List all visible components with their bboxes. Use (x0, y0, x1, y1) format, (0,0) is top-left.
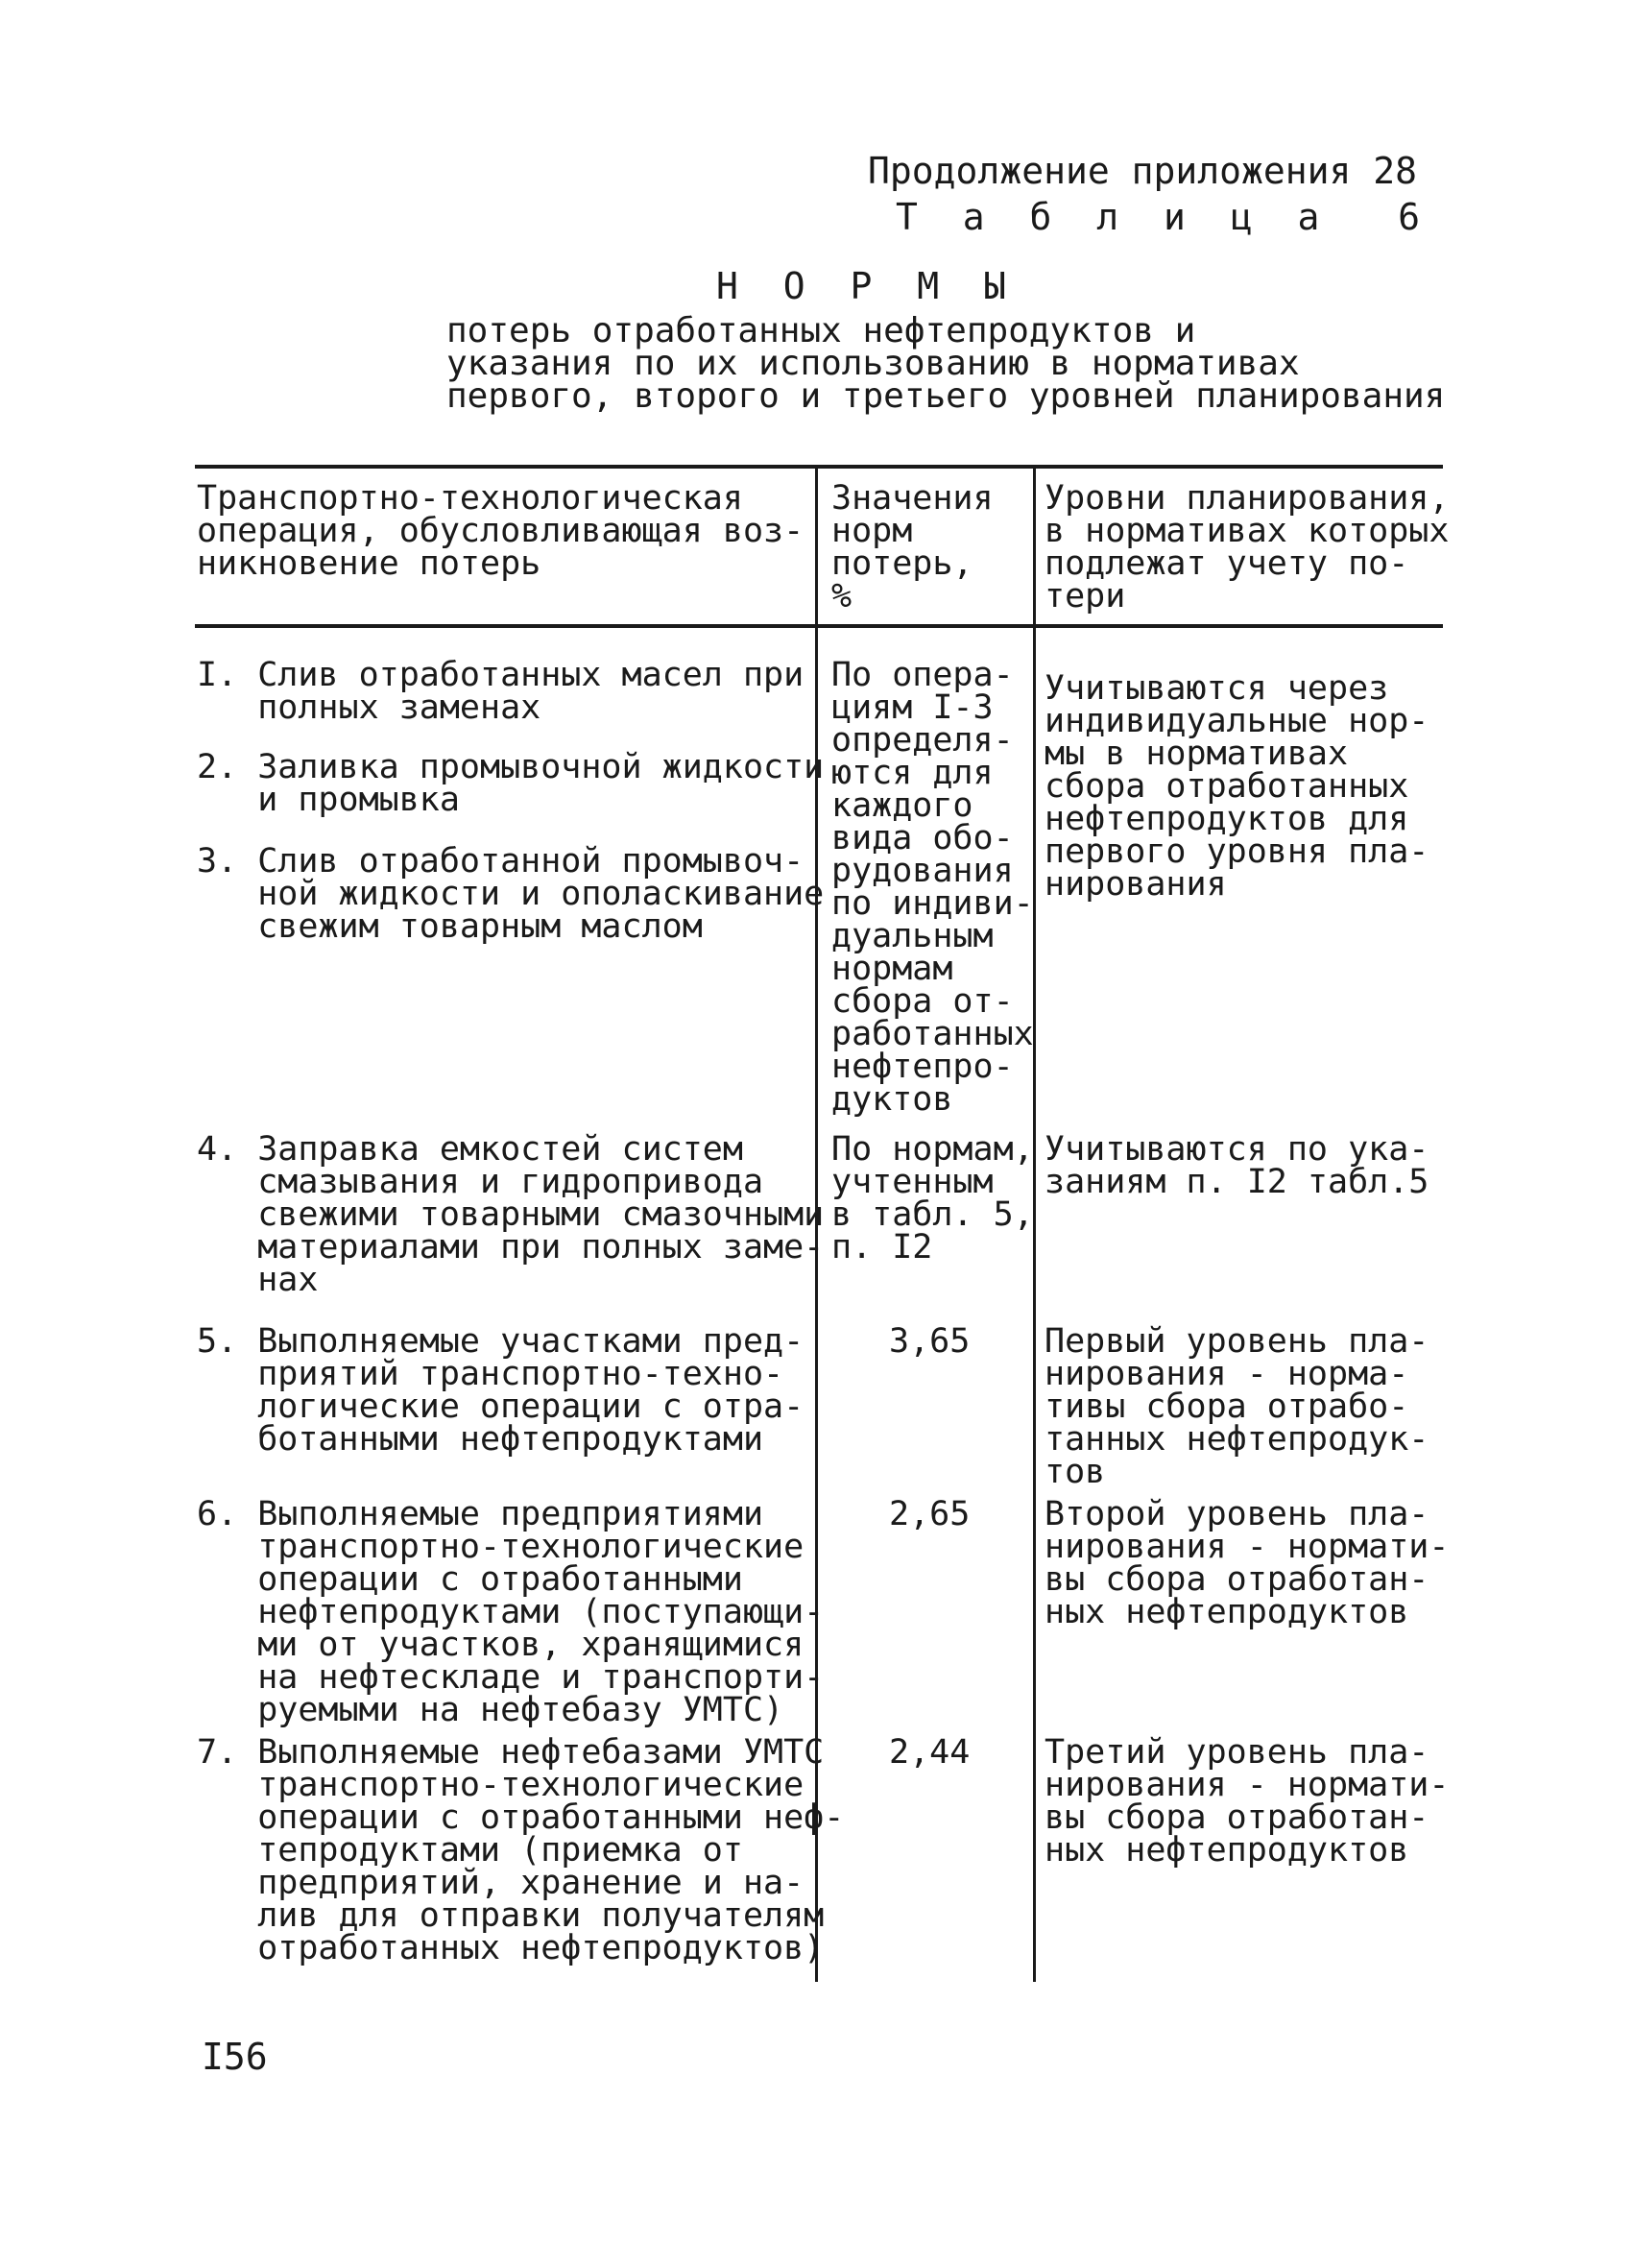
row-6-level: Второй уровень пла- нирования - нормати- вы сбора отработан- ных нефтепродуктов (1045, 1495, 1450, 1631)
row-5-operation: 5. Выполняемые участками пред- приятий транспортно-техно- логические операции с отра- ботанными нефтепродуктами (197, 1322, 804, 1459)
table-label: Т а б л и ц а 6 (895, 196, 1431, 238)
rows-1-3-level: Учитываются через индивидуальные нор- мы в нормативах сбора отработанных нефтепродуктов для первого уровня пла- нирования (1045, 669, 1429, 904)
row-4-level: Учитываются по ука- заниям п. I2 табл.5 (1045, 1130, 1429, 1201)
row-6-value: 2,65 (889, 1495, 971, 1533)
page-number: I56 (202, 2036, 268, 2078)
row-4-operation: 4. Заправка емкостей систем смазывания и гидропривода свежими товарными смазочными материалами при полных заме- нах (197, 1130, 825, 1299)
row-4-value: По нормам, учтенным в табл. 5, п. I2 (831, 1130, 1034, 1267)
row-7-value: 2,44 (889, 1733, 971, 1772)
row-6-operation: 6. Выполняемые предприятиями транспортно-технологические операции с отработанными нефтепродуктами (поступающи- ми от участков, хранящимися на нефтескладе и транспорти- руемыми на нефтебазу УМТС) (197, 1495, 825, 1729)
header-planning-levels: Уровни планирования, в нормативах которых подлежат учету по- тери (1045, 479, 1450, 615)
header-operation: Транспортно-технологическая операция, обусловливающая воз- никновение потерь (197, 479, 804, 583)
row-2-operation: 2. Заливка промывочной жидкости и промывка (197, 748, 825, 819)
row-7-level: Третий уровень пла- нирования - нормати- вы сбора отработан- ных нефтепродуктов (1045, 1733, 1450, 1870)
row-1-operation: I. Слив отработанных масел при полных заменах (197, 656, 804, 727)
subtitle: потерь отработанных нефтепродуктов и указания по их использованию в нормативах первого, второго и третьего уровней планирования (446, 311, 1446, 416)
table-header-rule (195, 624, 1443, 628)
continuation-label: Продолжение приложения 28 (868, 150, 1417, 192)
row-5-level: Первый уровень пла- нирования - норма- тивы сбора отрабо- танных нефтепродук- тов (1045, 1322, 1429, 1491)
row-7-operation: 7. Выполняемые нефтебазами УМТС транспортно-технологические операции с отработанными неф- тепродуктами (приемка от предприятий, хранение и на- лив для отправки получателям отработанных нефтепродуктов) (197, 1733, 845, 1967)
rows-1-3-value: По опера- циям I-3 определя- ются для каждого вида обо- рудования по индиви- дуальным нормам сбора от- работанных нефтепро- дуктов (831, 656, 1034, 1119)
row-5-value: 3,65 (889, 1322, 971, 1361)
page-title: Н О Р М Ы (716, 265, 1018, 307)
row-3-operation: 3. Слив отработанной промывоч- ной жидкости и ополаскивание свежим товарным маслом (197, 842, 825, 946)
table-top-rule (195, 465, 1443, 469)
header-norm-values: Значения норм потерь, % (831, 479, 994, 615)
